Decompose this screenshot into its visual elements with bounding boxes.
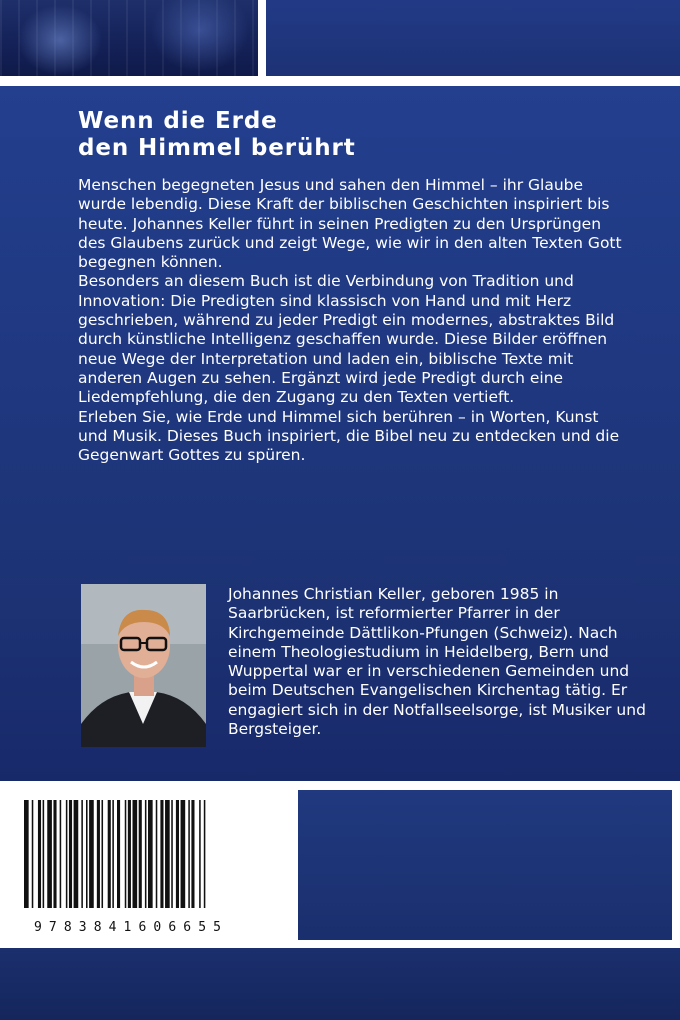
author-bio: Johannes Christian Keller, geboren 1985 in Saarbrücken, ist reformierter Pfarrer in der Kirchgemeinde Dättlikon-Pfungen (Schweiz). Nach einem Theologiestudium in Heidelberg, Bern und Wuppertal war er in verschiedenen Gemeinden und beim Deutschen Evangelischen Kirchentag tätig. Er engagiert sich in der Notfallseelsorge, ist Musiker und Bergsteiger. [228, 585, 646, 739]
author-photo [81, 584, 206, 747]
cover-photo-tile [0, 0, 258, 76]
barcode-bar [102, 800, 104, 908]
blue-tile-top [266, 0, 680, 76]
blurb-paragraph: Menschen begegneten Jesus und sahen den Himmel – ihr Glaube wurde lebendig. Diese Kraft der biblischen Geschichten inspiriert bis heute. Johannes Keller führt in seinen Predigten zu den Ursprüngen des Glaubens zurück und zeigt Wege, wie wir in den alten Texten Gott begegnen können. [78, 176, 622, 272]
barcode-bar [89, 800, 94, 908]
barcode-bar [43, 800, 45, 908]
blurb-paragraph: Besonders an diesem Buch ist die Verbindung von Tradition und Innovation: Die Predigten sind klassisch von Hand und mit Herz geschrieben, während zu jeder Predigt ein modernes, abstraktes Bild durch künstliche Intelligenz geschaffen wurde. Diese Bilder eröffnen neue Wege der Interpretation und laden ein, biblische Texte mit anderen Augen zu sehen. Ergänzt wird jede Predigt durch eine Liedempfehlung, die den Zugang zu den Texten vertieft. [78, 272, 615, 407]
barcode-bar [148, 800, 153, 908]
blurb-paragraph: Erleben Sie, wie Erde und Himmel sich berühren – in Worten, Kunst und Musik. Dieses Buch inspiriert, die Bibel neu zu entdecken und die Gegenwart Gottes zu spüren. [78, 407, 620, 465]
barcode-bar [133, 800, 138, 908]
barcode-bar [24, 800, 29, 908]
barcode-bar [66, 800, 68, 908]
title-line-1: Wenn die Erde [78, 108, 278, 134]
barcode-bar [199, 800, 201, 908]
barcode-bar [69, 800, 72, 908]
book-title [78, 108, 356, 162]
author-portrait-illustration [81, 584, 206, 747]
barcode-bar [160, 800, 163, 908]
barcode-bar [117, 800, 120, 908]
barcode-bar [86, 800, 88, 908]
barcode-bar [53, 800, 56, 908]
barcode-bar [181, 800, 186, 908]
book-blurb [78, 176, 626, 465]
barcode-area [0, 790, 290, 940]
isbn-number: 9783841606655 [34, 920, 229, 935]
barcode-bar [204, 800, 206, 908]
barcode-bar [60, 800, 62, 908]
barcode-bar [145, 800, 147, 908]
barcode-bar [81, 800, 83, 908]
barcode-bar [191, 800, 194, 908]
barcode-bar [47, 800, 52, 908]
barcode-bar [165, 800, 170, 908]
barcode-bar [125, 800, 127, 908]
title-line-2: den Himmel berührt [78, 135, 356, 161]
barcode-bar [32, 800, 34, 908]
barcode-bar [108, 800, 111, 908]
barcode-bar [188, 800, 190, 908]
barcode-bar [139, 800, 142, 908]
barcode-bar [171, 800, 173, 908]
blue-strip-bottom [0, 948, 680, 1020]
barcode-bar [128, 800, 131, 908]
barcode-bar [97, 800, 100, 908]
isbn-barcode [24, 800, 270, 918]
barcode-bar [38, 800, 41, 908]
blue-tile-bottom [298, 790, 672, 940]
barcode-bar [112, 800, 114, 908]
barcode-bar [176, 800, 179, 908]
barcode-bar [74, 800, 79, 908]
barcode-bar [156, 800, 158, 908]
